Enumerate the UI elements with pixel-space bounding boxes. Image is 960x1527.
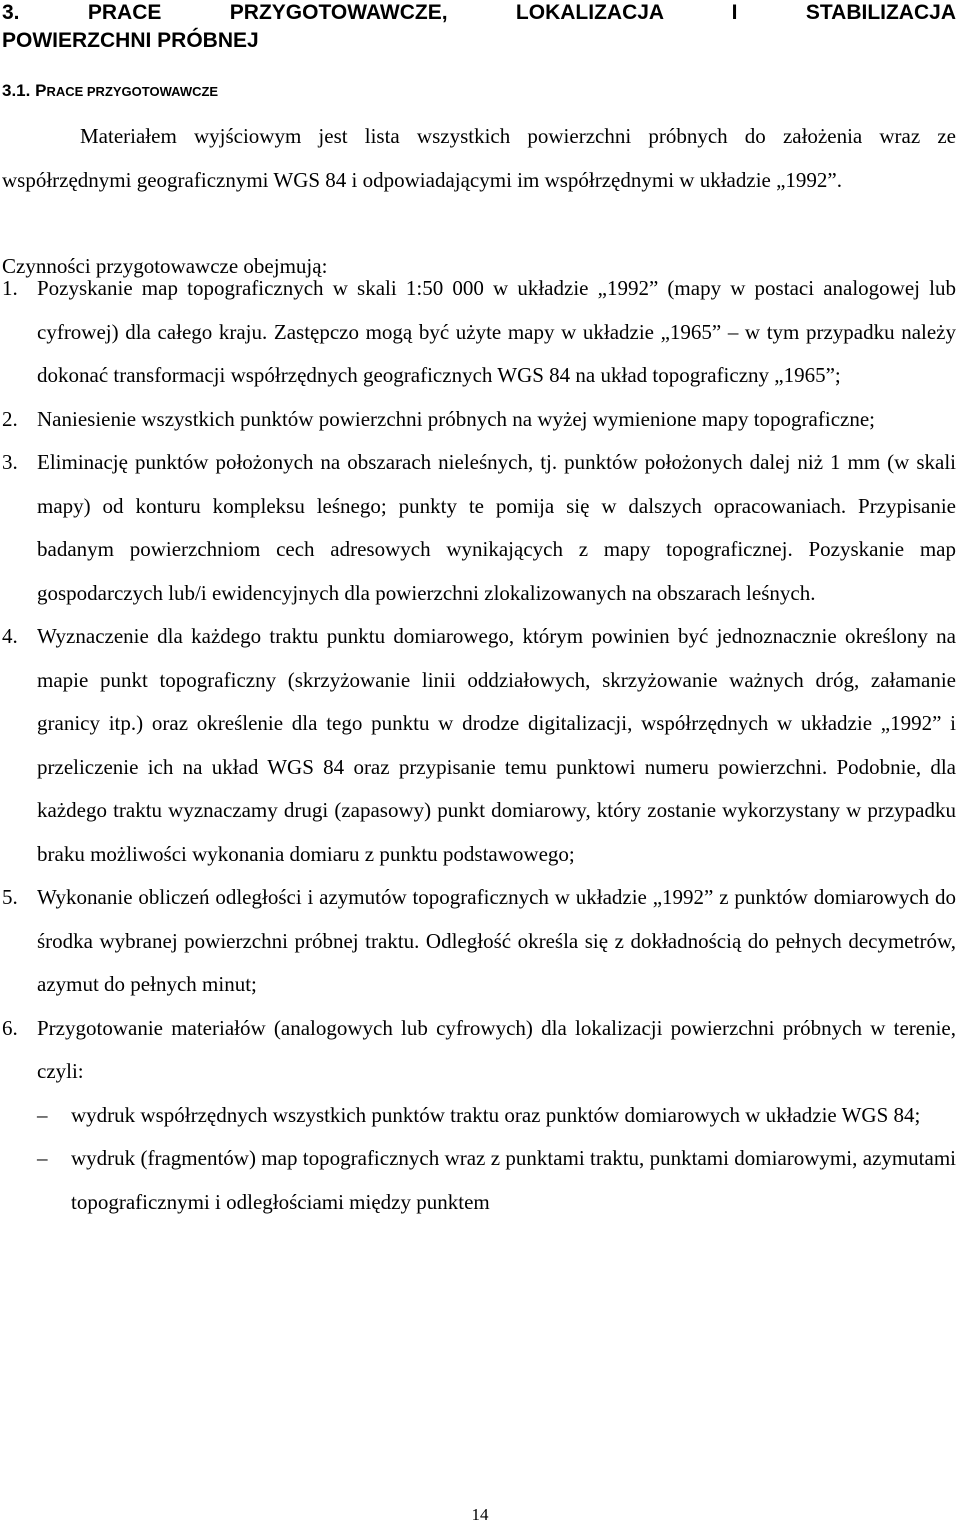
- list-item-number: 1.: [2, 276, 18, 300]
- list-item-text: Pozyskanie map topograficznych w skali 1:50 000 w układzie „1992” (mapy w postaci analogowej lub cyfrowej) dla całego kraju. Zastępczo mogą być użyte mapy w układzie „1965” – w tym przypadku należy dokonać transformacji współrzędnych geograficznych WGS 84 na układ topograficzny „1965”;: [37, 276, 956, 387]
- list-item-number: 4.: [2, 624, 18, 648]
- section-number: 3.1.: [2, 81, 31, 100]
- section-title-initial: P: [35, 81, 47, 100]
- sub-list-item-text: wydruk współrzędnych wszystkich punktów traktu oraz punktów domiarowych w układzie WGS 84;: [71, 1102, 921, 1127]
- page-number: 14: [471, 1505, 489, 1524]
- list-item: [2, 441, 956, 615]
- list-item-text: Eliminację punktów położonych na obszarach nieleśnych, tj. punktów położonych dalej niż 1 mm (w skali mapy) od konturu kompleksu leśnego; punkty te pomija się w dalszych opracowaniach. Przypisanie badanym powierzchniom cech adresowych wynikających z mapy topograficznej. Pozyskanie map gospodarczych lub/i ewidencyjnych dla powierzchni zlokalizowanych na obszarach leśnych.: [37, 450, 956, 605]
- list-item-number: 2.: [2, 406, 18, 431]
- dash-bullet: –: [37, 1102, 48, 1127]
- intro-paragraph: Materiałem wyjściowym jest lista wszystkich powierzchni próbnych do założenia wraz ze współrzędnymi geograficznymi WGS 84 i odpowiadającymi im współrzędnymi w układzie „1992”.: [2, 124, 956, 192]
- list-item-number: 6.: [2, 1015, 18, 1040]
- dash-bullet: –: [37, 1146, 48, 1170]
- list-item-number: 5.: [2, 885, 18, 909]
- list-item-text: Wykonanie obliczeń odległości i azymutów topograficznych w układzie „1992” z punktów domiarowych do środka wybranej powierzchni próbnej traktu. Odległość określa się z dokładnością do pełnych decymetrów, azymut do pełnych minut;: [37, 885, 956, 996]
- list-item: [2, 267, 956, 398]
- list-item: [2, 1007, 956, 1225]
- list-item: [2, 876, 956, 1007]
- list-item-number: 3.: [2, 450, 18, 474]
- list-item-text: Przygotowanie materiałów (analogowych lub cyfrowych) dla lokalizacji powierzchni próbnych w terenie, czyli:: [37, 1015, 956, 1083]
- section-heading: [2, 78, 218, 105]
- chapter-heading: 3. PRACE PRZYGOTOWAWCZE, LOKALIZACJA I STABILIZACJA: [2, 1, 956, 24]
- list-item-text: Wyznaczenie dla każdego traktu punktu domiarowego, którym powinien być jednoznacznie określony na mapie punkt topograficzny (skrzyżowanie linii oddziałowych, skrzyżowanie ważnych dróg, załamanie granicy itp.) oraz określenie dla tego punktu w drodze digitalizacji, współrzędnych w układzie „1992” i przeliczenie ich na układ WGS 84 oraz przypisanie temu punktowi numeru powierzchni. Podobnie, dla każdego traktu wyznaczamy drugi (zapasowy) punkt domiarowy, który zostanie wykorzystany w przypadku braku możliwości wykonania domiaru z punktu podstawowego;: [37, 624, 956, 866]
- task-list: [2, 267, 956, 1224]
- sub-list-item-text: wydruk (fragmentów) map topograficznych wraz z punktami traktu, punktami domiarowymi, azymutami topograficznymi i odległościami między punktem: [71, 1146, 956, 1214]
- sub-list-item: [37, 1094, 956, 1138]
- section-title-rest: RACE PRZYGOTOWAWCZE: [46, 84, 219, 99]
- list-item: [2, 398, 956, 442]
- list-item-text: Naniesienie wszystkich punktów powierzchni próbnych na wyżej wymienione mapy topograficzne;: [37, 406, 876, 431]
- lead-sentence: Czynności przygotowawcze obejmują:: [2, 254, 328, 278]
- chapter-heading-continued: POWIERZCHNI PRÓBNEJ: [2, 29, 259, 52]
- sub-list-item: [37, 1137, 956, 1224]
- sub-list: [37, 1094, 956, 1225]
- list-item: [2, 615, 956, 876]
